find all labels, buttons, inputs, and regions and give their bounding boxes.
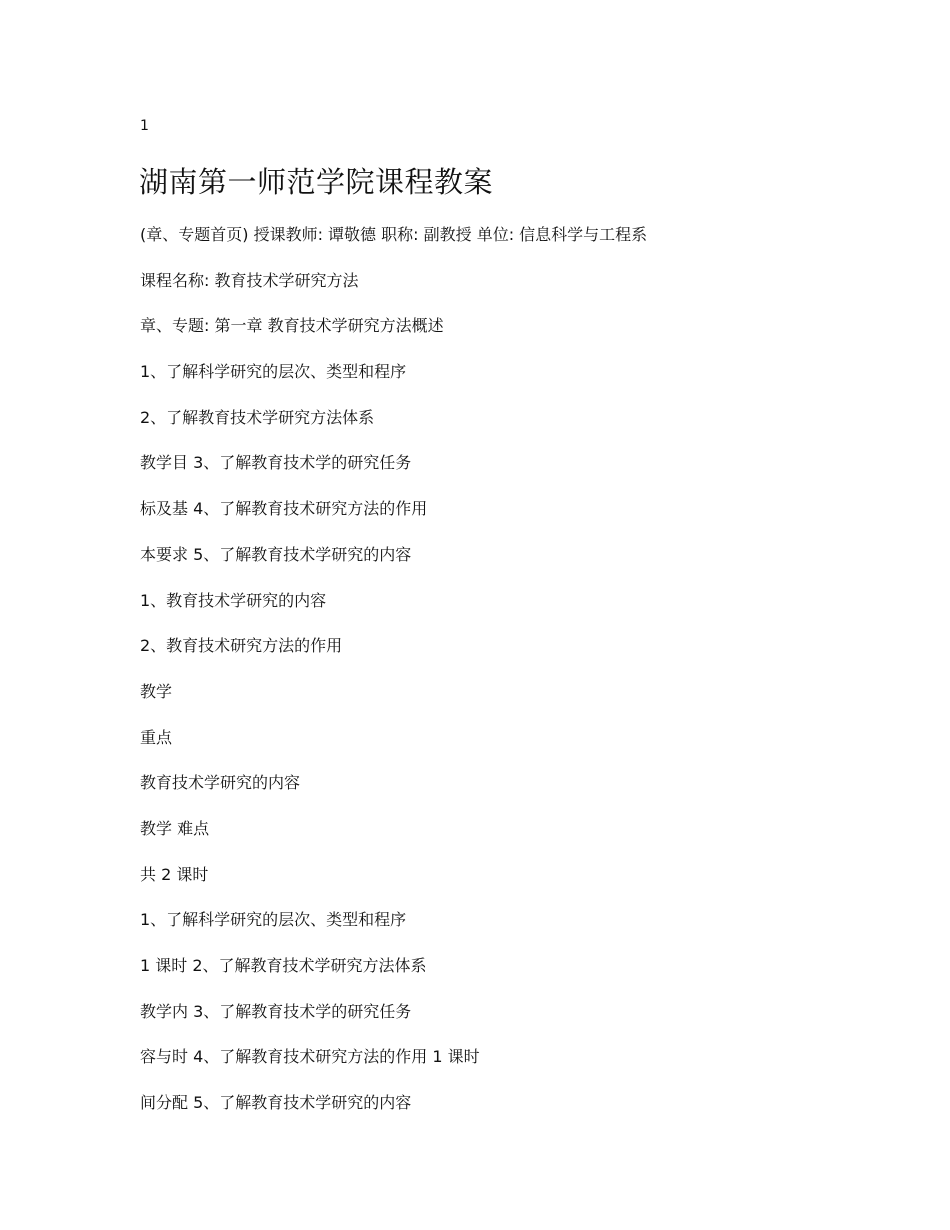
text-line: 章、专题: 第一章 教育技术学研究方法概述 bbox=[140, 316, 444, 336]
text-line: 重点 bbox=[140, 727, 173, 747]
text-line: 2、教育技术研究方法的作用 bbox=[140, 636, 343, 656]
text-line: 2、了解教育技术学研究方法体系 bbox=[140, 407, 375, 427]
text-line: 1、了解科学研究的层次、类型和程序 bbox=[140, 362, 407, 382]
text-line: 标及基 4、了解教育技术研究方法的作用 bbox=[140, 499, 428, 519]
text-line: 教学 难点 bbox=[140, 818, 210, 838]
document-body bbox=[140, 223, 900, 1137]
text-line: 教学 bbox=[140, 681, 173, 701]
text-line: 容与时 4、了解教育技术研究方法的作用 1 课时 bbox=[140, 1047, 480, 1067]
text-line: 课程名称: 教育技术学研究方法 bbox=[140, 270, 359, 290]
text-line: 共 2 课时 bbox=[140, 864, 209, 884]
text-line: 教学目 3、了解教育技术学的研究任务 bbox=[140, 453, 412, 473]
text-line: 1 课时 2、了解教育技术学研究方法体系 bbox=[140, 956, 427, 975]
text-line: 1、了解科学研究的层次、类型和程序 bbox=[140, 910, 407, 930]
text-line: (章、专题首页) 授课教师: 谭敬德 职称: 副教授 单位: 信息科学与工程系 bbox=[140, 225, 648, 244]
text-line: 1、教育技术学研究的内容 bbox=[140, 590, 327, 610]
document-title: 湖南第一师范学院课程教案 bbox=[139, 165, 494, 199]
page-number: 1 bbox=[140, 118, 149, 134]
text-line: 本要求 5、了解教育技术学研究的内容 bbox=[140, 544, 412, 564]
text-line: 间分配 5、了解教育技术学研究的内容 bbox=[140, 1093, 412, 1113]
text-line: 教育技术学研究的内容 bbox=[140, 773, 301, 793]
text-line: 教学内 3、了解教育技术学的研究任务 bbox=[140, 1001, 412, 1021]
